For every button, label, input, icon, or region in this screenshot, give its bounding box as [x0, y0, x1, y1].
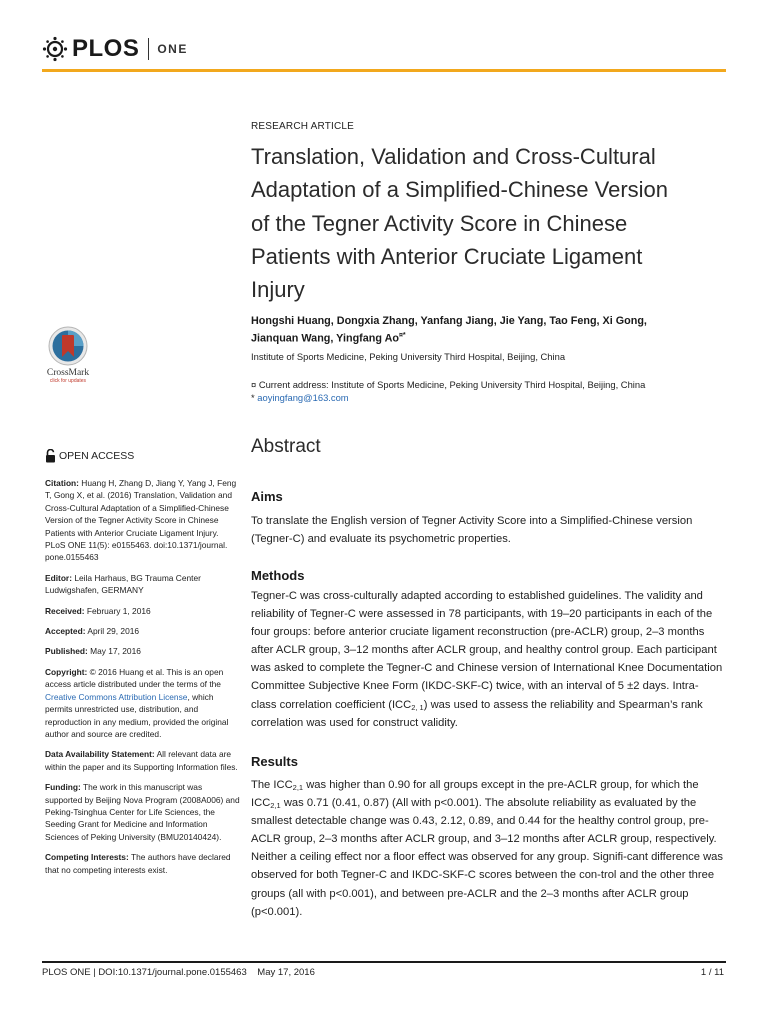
results-text — [251, 776, 723, 921]
icc-subscript: 2,1 — [292, 783, 304, 792]
funding — [45, 781, 241, 843]
methods-heading: Methods — [251, 568, 305, 583]
received-label: Received: — [45, 605, 85, 616]
crossmark-icon — [48, 326, 88, 366]
citation — [45, 477, 241, 564]
accepted-date — [45, 625, 241, 637]
methods-text — [251, 587, 723, 732]
accepted-label: Accepted: — [45, 626, 86, 637]
icc-subscript: 2, 1 — [411, 702, 424, 712]
methods-part: Tegner-C was cross-culturally adapted according to established guidelines. The validity and reliability of Tegner-C were assessed in 78 participants, with 19–20 participants in each of the four groups: before anterior cruciate ligament reconstruction (pre-ACLR) group, 2–3 months after ACLR group, 3–12 months after ACLR group, and healthy control group. Each participant was asked to complete the Tegner-C and Chinese version of International Knee Documentation Committee Subjective Knee Form (IKDC-SKF-C) twice, with an interval of 5 ±2 days. Intra-class correlation coefficient (ICC — [251, 590, 723, 711]
plos-logo-icon — [42, 36, 68, 62]
copyright — [45, 666, 241, 740]
crossmark-sublabel: click for updates — [49, 378, 87, 384]
article-type: RESEARCH ARTICLE — [251, 121, 355, 132]
title-line: Injury — [251, 277, 305, 303]
open-access-badge — [45, 449, 241, 463]
data-availability-label: Data Availability Statement: — [45, 749, 155, 760]
brand-name: PLOS — [72, 35, 140, 62]
published-text: May 17, 2016 — [90, 646, 141, 657]
results-heading: Results — [251, 754, 298, 769]
current-address: Current address: Institute of Sports Medicine, Peking University Third Hospital, Beijing, China — [258, 379, 646, 390]
citation-text: Huang H, Zhang D, Jiang Y, Yang J, Feng T, Gong X, et al. (2016) Translation, Validation and Cross-Cultural Adaptation of a Simplified-Chinese Version of the Tegner Activity Score in Chinese Patients with Anterior Cruciate Ligament Injury. PLoS ONE 11(5): e0155463. doi:10.1371/journal. pone.0155463 — [45, 478, 237, 563]
aims-text: To translate the English version of Tegner Activity Score into a Simplified-Chinese version (Tegner-C) and evaluate its psychometric properties. — [251, 515, 693, 546]
authors-line: Hongshi Huang, Dongxia Zhang, Yanfang Jiang, Jie Yang, Tao Feng, Xi Gong, — [251, 315, 647, 327]
author-list — [251, 314, 731, 346]
email-link[interactable]: aoyingfang@163.com — [257, 392, 349, 403]
copyright-pre: © 2016 Huang et al. This is an open access article distributed under the terms of the — [45, 666, 224, 690]
copyright-post: , which permits unrestricted use, distribution, and reproduction in any medium, provided the original author and source are credited. — [45, 691, 229, 739]
authors-line: Jianquan Wang, Yingfang Ao — [251, 332, 399, 345]
correspondence — [251, 378, 731, 404]
results-part: The ICC — [251, 779, 293, 791]
footer-rule — [42, 961, 726, 963]
page-number: 1 / 11 — [700, 967, 724, 978]
title-line: of the Tegner Activity Score in Chinese — [251, 210, 628, 236]
funding-label: Funding: — [45, 782, 81, 793]
editor-text: Leila Harhaus, BG Trauma Center Ludwigshafen, GERMANY — [45, 572, 201, 596]
competing-interests-label: Competing Interests: — [45, 852, 129, 863]
data-availability-text: All relevant data are within the paper and its Supporting Information files. — [45, 749, 238, 772]
crossmark-badge[interactable] — [44, 326, 92, 384]
license-link[interactable]: Creative Commons Attribution License — [45, 691, 188, 702]
title-line: Adaptation of a Simplified-Chinese Version — [251, 177, 669, 203]
journal-logo — [42, 34, 188, 64]
published-label: Published: — [45, 646, 88, 657]
received-date — [45, 605, 241, 617]
citation-label: Citation: — [45, 478, 79, 488]
methods-part: ) was used to assess the reliability and Spearman’s rank correlation was used for construct validity. — [251, 698, 703, 729]
published-date — [45, 645, 241, 657]
journal-name: ONE — [157, 42, 188, 56]
copyright-label: Copyright: — [45, 666, 88, 677]
logo-divider — [148, 38, 149, 60]
data-availability — [45, 748, 241, 773]
editor — [45, 572, 241, 597]
funding-text: The work in this manuscript was supported by Beijing Nova Program (2008A006) and Peking-Tsinghua Center for Life Sciences, the Seeding Grant for Medicine and Information Sciences of Peking University (BMU20140424). — [45, 782, 240, 842]
title-line: Patients with Anterior Cruciate Ligament — [251, 243, 643, 269]
competing-interests — [45, 851, 241, 876]
title-line: Translation, Validation and Cross-Cultural — [251, 144, 656, 169]
article-title — [251, 140, 721, 306]
current-address-mark: ¤ — [251, 379, 257, 390]
affiliation: Institute of Sports Medicine, Peking University Third Hospital, Beijing, China — [251, 351, 566, 362]
abstract-heading: Abstract — [251, 436, 321, 457]
open-lock-icon — [45, 449, 56, 463]
icc-subscript: 2,1 — [270, 801, 281, 811]
header-rule — [42, 69, 726, 72]
email-mark: * — [251, 392, 255, 403]
accepted-text: April 29, 2016 — [87, 626, 140, 637]
received-text: February 1, 2016 — [86, 605, 151, 616]
editor-label: Editor: — [45, 572, 72, 583]
aims-heading: Aims — [251, 489, 283, 504]
competing-interests-text: The authors have declared that no competing interests exist. — [45, 852, 231, 875]
footer-citation: PLOS ONE | DOI:10.1371/journal.pone.0155463 May 17, 2016 — [42, 967, 315, 978]
results-part: was 0.71 (0.41, 0.87) (All with p<0.001). The absolute reliability as evaluated by the smallest detectable change was 0.43, 2.12, 0.89, and 0.44 for the healthy control group, pre-ACLR group, 2–3 months after ACLR group, and 3–12 months after ACLR group, respectively. Neither a ceiling effect nor a floor effect was observed for any group. Signifi-cant difference was observed for both Tegner-C and IKDC-SKF-C scores between the con-trol and the other three groups (all with p<0.001), and between pre-ACLR and the 2–3 months after ACLR group (p<0.001). — [251, 797, 723, 918]
crossmark-label: CrossMark — [46, 368, 90, 378]
article-info-sidebar — [45, 449, 241, 884]
results-part: was higher than 0.90 for all groups except in the pre-ACLR group, for which the ICC — [251, 779, 699, 810]
open-access-label: OPEN ACCESS — [59, 449, 135, 462]
author-marks: ¤* — [398, 331, 406, 339]
